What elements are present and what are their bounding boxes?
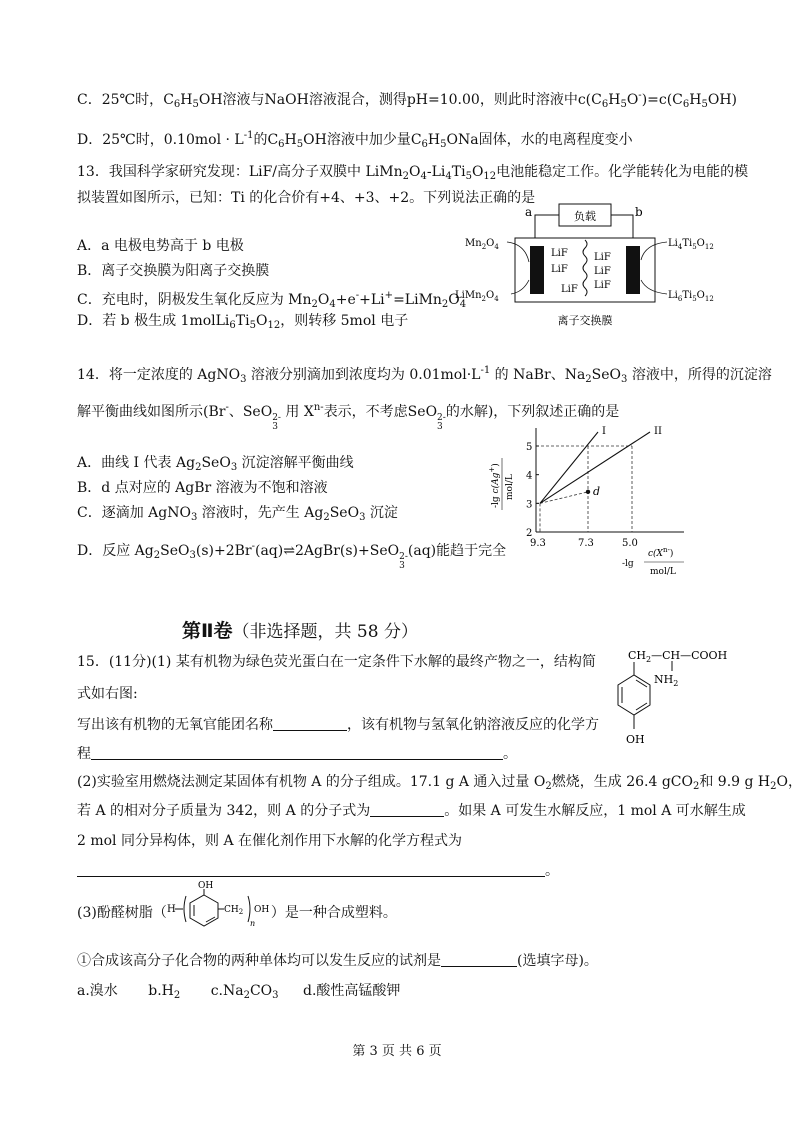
arrow-li6ti5o12: [641, 280, 667, 294]
svg-text:NH2: $NH_2$: [654, 673, 679, 688]
q15-part3-question1: ①合成该高分子化合物的两种单体均可以发生反应的试剂是 (选填字母)。: [77, 953, 598, 969]
q14-option-a: A．曲线 I 代表 $Ag_2SeO_3$ 沉淀溶解平衡曲线: [77, 455, 354, 473]
y-axis-unit: mol/L: [505, 474, 515, 500]
x-axis-unit: mol/L: [650, 567, 676, 577]
lif-left-1: LiF: [551, 248, 568, 259]
y-tick-label-5: 5: [526, 442, 533, 453]
label-li4ti5o12: $Li_4Ti_5O_{12}$: [668, 238, 714, 251]
answer-blank-naoh-equation[interactable]: [91, 745, 503, 760]
y-tick-label-4: 4: [526, 470, 533, 482]
series-label-II: II: [654, 426, 662, 437]
lif-right-1: LiF: [594, 252, 611, 263]
q15-line1: 15．(11分)(1) 某有机物为绿色荧光蛋白在一定条件下水解的最终产物之一，结构简: [77, 654, 596, 670]
q15-reagent-choices: [77, 981, 400, 1006]
point-d-label: d: [593, 484, 601, 498]
x-axis-label: -lg: [622, 559, 634, 569]
label-limn2o4: $LiMn_2O_4$: [455, 290, 499, 303]
q13-stem-line1: 13．我国科学家研究发现：LiF/高分子双膜中 $LiMn_2O_4-Li_4Ti_5O_{12}$电池能稳定工作。化学能转化为电能的模: [77, 164, 749, 182]
membrane-label: 离子交换膜: [557, 314, 613, 327]
q13-option-a: A．a 电极电势高于 b 电极: [77, 238, 244, 254]
battery-diagram: [455, 200, 735, 330]
y-tick-label-2: 2: [526, 528, 533, 539]
label-li6ti5o12: $Li_6Ti_5O_{12}$: [668, 290, 714, 303]
svg-text:OH: OH: [626, 733, 645, 746]
svg-text:OH: OH: [198, 881, 214, 891]
x-tick-label-5.0: 5.0: [622, 538, 638, 549]
q14-option-d: D．反应 $Ag_2SeO_3(s)+2Br^-(aq)\rightleftharpoons 2AgBr(s)+SeO$ 2- 3 (aq)能趋于完全: [77, 541, 507, 571]
q15-part3-line: (3)酚醛树脂（ ）是一种合成塑料。: [77, 905, 397, 921]
lif-left-3: LiF: [561, 284, 578, 295]
x-tick-label-7.3: 7.3: [578, 538, 594, 549]
solubility-chart: [484, 420, 724, 580]
q15-line3: 写出该有机物的无氧官能团名称 ，该有机物与氢氧化钠溶液反应的化学方: [77, 717, 599, 733]
q15-line2: 式如右图:: [77, 686, 138, 702]
svg-text:CH2—CH—COOH: $CH_2—CH—COOH$: [628, 649, 728, 664]
arrow-li4ti5o12: [641, 242, 667, 260]
answer-blank-reagent[interactable]: [441, 952, 517, 967]
q15-part2-line2: 若 A 的相对分子质量为 342，则 A 的分子式为 。如果 A 可发生水解反应，1 mol A 可水解生成: [77, 803, 746, 819]
answer-blank-functional-group[interactable]: [273, 716, 347, 731]
answer-blank-formula[interactable]: [370, 802, 444, 817]
q12-option-d: D．25℃时，$0.10mol \cdot L^{-1}$的$C_6H_5OH$溶液中加少量$C_6H_5ONa$固体，水的电离程度变小: [77, 130, 633, 150]
lif-right-3: LiF: [594, 280, 611, 291]
choice-d: d.酸性高锰酸钾: [303, 983, 401, 999]
q15-part2-line3: 2 mol 同分异构体，则 A 在催化剂作用下水解的化学方程式为: [77, 833, 462, 849]
y-axis-label: -lg c(Ag+): [488, 463, 501, 508]
guide-to-d: [540, 492, 588, 503]
choice-a: a.溴水: [77, 983, 118, 999]
q13-option-c: C．充电时，阴极发生氧化反应为 $Mn_2O_4+e^-+Li^+=LiMn_2O_4$: [77, 290, 467, 310]
q13-stem-line2: 拟装置如图所示，已知：Ti 的化合价有+4、+3、+2。下列说法正确的是: [77, 190, 536, 206]
lif-right-2: LiF: [594, 266, 611, 277]
load-label: 负载: [574, 210, 596, 223]
arrow-mn2o4: [507, 242, 529, 262]
y-tick-label-3: 3: [526, 499, 533, 511]
arrow-limn2o4: [511, 280, 529, 294]
q14-stem-line1: 14．将一定浓度的 AgNO$_3$ 溶液分别滴加到浓度均为 $0.01mol\cdot L^{-1}$ 的 NaBr、$Na_2SeO_3$ 溶液中，所得的沉淀溶: [77, 365, 772, 385]
section-ii-title: 第Ⅱ卷（非选择题，共 58 分）: [182, 620, 418, 642]
page-footer: 第 3 页 共 6 页: [352, 1044, 442, 1059]
electrode-left: [530, 246, 544, 294]
wire-right: [611, 215, 633, 238]
series-label-I: I: [602, 426, 606, 437]
q14-stem-line2: 解平衡曲线如图所示(Br-、SeO 2- 3 用 $X^{n-}$表示，不考虑SeO 2- 3 的水解)，下列叙述正确的是: [77, 402, 620, 432]
electrode-a-label: a: [525, 205, 533, 219]
choice-c: $c.Na_2CO_3$: [210, 983, 279, 1001]
ion-exchange-membrane: [583, 240, 587, 296]
svg-text:OH: OH: [254, 905, 270, 915]
q12-option-c: C．25℃时，$C_6H_5OH$溶液与NaOH溶液混合，测得pH=10.00，则此时溶液中$c(C_6H_5O^-)=c(C_6H_5OH)$: [77, 90, 738, 110]
tyrosine-structure: [600, 645, 730, 755]
phenolic-resin-structure: [166, 880, 274, 930]
electrode-b-label: b: [635, 205, 643, 219]
q15-part2-line1: (2)实验室用燃烧法测定某固体有机物 A 的分子组成。17.1 g A 通入过量 $O_2$燃烧，生成 26.4 gCO$_2$和 9.9 g $H_2O$，: [77, 774, 802, 792]
lif-left-2: LiF: [551, 264, 568, 275]
wire-left: [535, 215, 559, 238]
choice-b: $b.H_2$: [148, 983, 181, 1001]
x-axis-numerator: $c(X^{n-})$: [648, 546, 674, 559]
q13-option-d: D．若 b 极生成 $1molLi_6Ti_5O_{12}$，则转移 5mol 电子: [77, 313, 409, 331]
answer-blank-hydrolysis-equation[interactable]: [77, 862, 545, 877]
q15-line4: 程 。: [77, 746, 517, 762]
q14-option-c: C．逐滴加 AgNO$_3$ 溶液时，先产生 $Ag_2SeO_3$ 沉淀: [77, 505, 398, 523]
svg-text:H: H: [167, 904, 176, 915]
svg-text:n: n: [250, 919, 256, 928]
q14-option-b: B．d 点对应的 AgBr 溶液为不饱和溶液: [77, 480, 328, 496]
label-mn2o4: $Mn_2O_4$: [465, 238, 499, 251]
point-d: [586, 490, 590, 494]
electrode-right: [626, 246, 640, 294]
q15-part2-line4: 。: [77, 861, 559, 881]
benzene-ring: [618, 675, 650, 715]
q13-option-b: B．离子交换膜为阳离子交换膜: [77, 263, 270, 279]
x-tick-label-9.3: 9.3: [530, 538, 546, 549]
svg-text:CH2: $CH_2$: [224, 905, 244, 916]
